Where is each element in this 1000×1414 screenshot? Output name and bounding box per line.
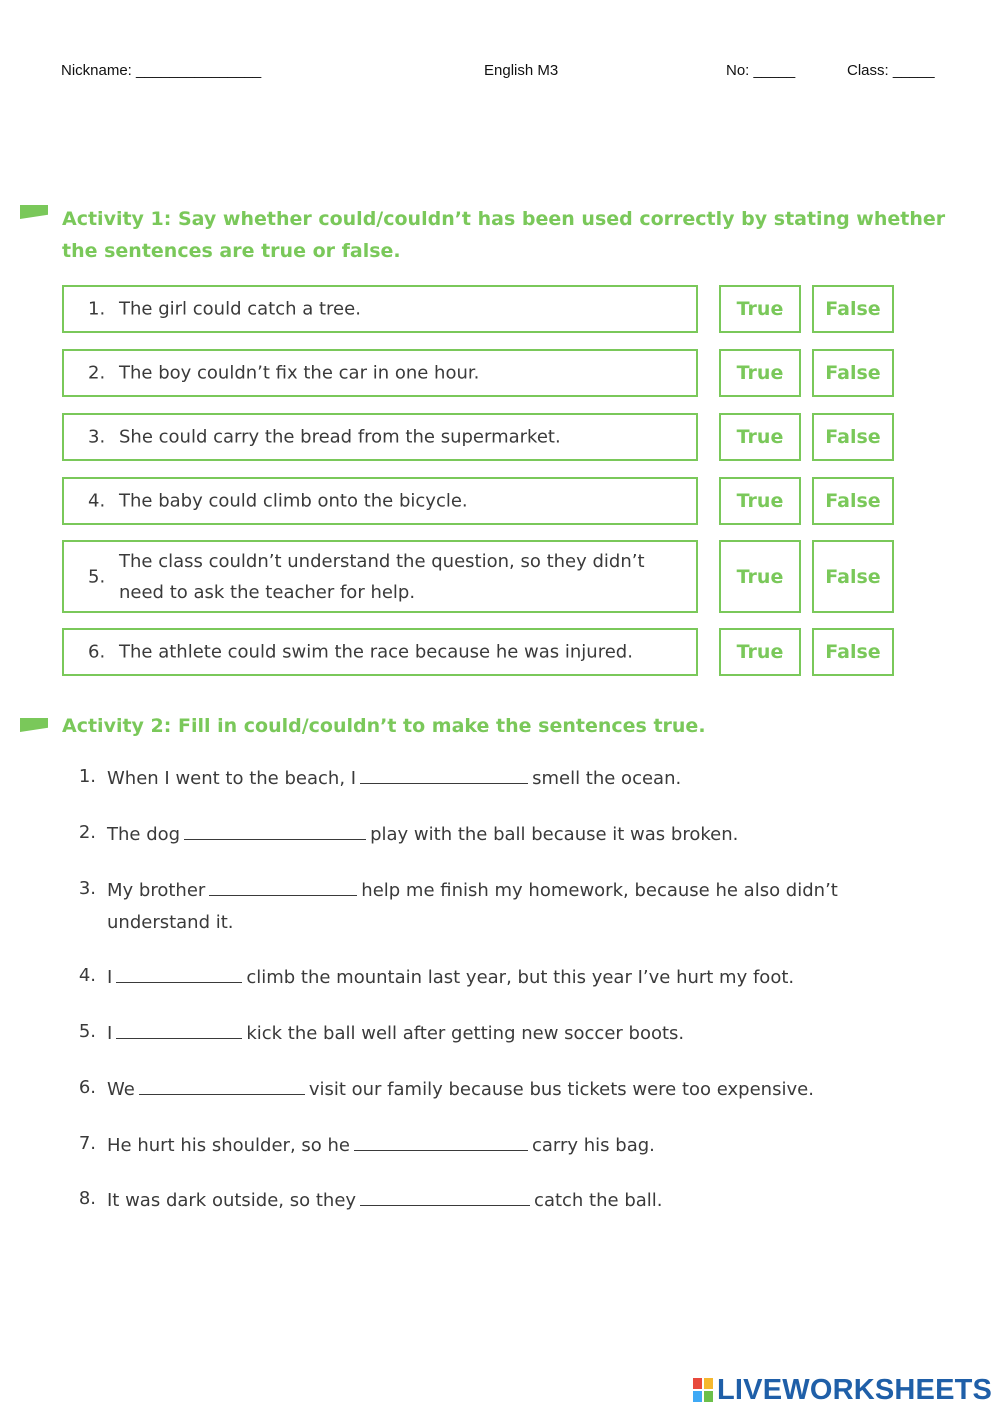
fill-text-before: When I went to the beach, I	[107, 768, 357, 789]
answer-blank[interactable]	[360, 761, 528, 784]
fill-text-after: play with the ball because it was broken.	[370, 824, 739, 845]
statement-number: 2.	[88, 362, 106, 384]
fill-number: 2.	[78, 822, 96, 843]
fill-body	[107, 1072, 934, 1106]
statement-box	[62, 285, 698, 333]
fill-text-before: It was dark outside, so they	[107, 1190, 357, 1211]
fill-number: 3.	[78, 878, 96, 899]
fill-text-after: help me finish my homework, because he also didn’t understand it.	[107, 880, 838, 933]
activity1-title: Activity 1: Say whether could/couldn’t has been used correctly by stating whether the sentences are true or false.	[62, 208, 946, 262]
true-button[interactable]: True	[719, 477, 801, 525]
statement-box	[62, 349, 698, 397]
fill-text-before: We	[107, 1079, 135, 1100]
fill-text-before: I	[107, 1023, 113, 1044]
number-field: No: _____	[726, 62, 796, 79]
fill-text-after: carry his bag.	[531, 1135, 655, 1156]
activity2-title: Activity 2: Fill in could/couldn’t to make the sentences true.	[62, 715, 706, 737]
statement-text: The boy couldn’t fix the car in one hour.	[119, 362, 480, 384]
fill-text-before: The dog	[107, 824, 181, 845]
fill-body	[107, 1016, 934, 1050]
false-button[interactable]: False	[812, 628, 894, 676]
answer-blank[interactable]	[116, 960, 242, 983]
fill-text-before: My brother	[107, 880, 206, 901]
logo-text: LIVEWORKSHEETS	[717, 1373, 993, 1406]
fill-number: 8.	[78, 1188, 96, 1209]
statement-box	[62, 413, 698, 461]
class-field: Class: _____	[847, 62, 935, 79]
fill-number: 1.	[78, 766, 96, 787]
fill-number: 7.	[78, 1133, 96, 1154]
statement-number: 4.	[88, 490, 106, 512]
statement-box	[62, 540, 698, 613]
statement-number: 5.	[88, 566, 106, 587]
answer-blank[interactable]	[209, 873, 357, 896]
fill-text-after: kick the ball well after getting new soccer boots.	[246, 1023, 685, 1044]
true-button[interactable]: True	[719, 628, 801, 676]
statement-box	[62, 477, 698, 525]
statement-box	[62, 628, 698, 676]
fill-text-after: smell the ocean.	[532, 768, 682, 789]
logo-grid-icon	[693, 1378, 713, 1402]
answer-blank[interactable]	[139, 1072, 305, 1095]
fill-text-after: visit our family because bus tickets were too expensive.	[308, 1079, 814, 1100]
statement-number: 6.	[88, 641, 106, 663]
statement-text: She could carry the bread from the supermarket.	[119, 426, 561, 448]
subject-label: English M3	[484, 62, 559, 79]
true-button[interactable]: True	[719, 285, 801, 333]
nickname-field: Nickname: _______________	[61, 62, 262, 79]
false-button[interactable]: False	[812, 477, 894, 525]
false-button[interactable]: False	[812, 540, 894, 613]
fill-body	[107, 761, 934, 795]
answer-blank[interactable]	[354, 1128, 528, 1151]
fill-body	[107, 1183, 934, 1217]
fill-body	[107, 960, 934, 994]
statement-number: 1.	[88, 298, 106, 320]
statement-text: The baby could climb onto the bicycle.	[119, 490, 468, 512]
false-button[interactable]: False	[812, 413, 894, 461]
statement-number: 3.	[88, 426, 106, 448]
fill-number: 5.	[78, 1021, 96, 1042]
true-button[interactable]: True	[719, 540, 801, 613]
statement-text: The class couldn’t understand the question, so they didn’t need to ask the teacher for help.	[119, 550, 645, 603]
fill-text-before: He hurt his shoulder, so he	[107, 1135, 350, 1156]
fill-body	[107, 873, 934, 939]
true-button[interactable]: True	[719, 413, 801, 461]
answer-blank[interactable]	[360, 1183, 530, 1206]
fill-text-after: climb the mountain last year, but this year I’ve hurt my foot.	[246, 967, 795, 988]
statement-text: The girl could catch a tree.	[119, 298, 361, 320]
activity1-flag-icon	[20, 205, 48, 219]
answer-blank[interactable]	[184, 817, 366, 840]
fill-text-before: I	[107, 967, 113, 988]
fill-text-after: catch the ball.	[534, 1190, 663, 1211]
activity2-flag-icon	[20, 718, 48, 732]
answer-blank[interactable]	[116, 1016, 242, 1039]
true-button[interactable]: True	[719, 349, 801, 397]
fill-body	[107, 1128, 934, 1162]
false-button[interactable]: False	[812, 349, 894, 397]
fill-number: 4.	[78, 965, 96, 986]
liveworksheets-logo	[693, 1374, 992, 1406]
fill-number: 6.	[78, 1077, 96, 1098]
statement-text: The athlete could swim the race because he was injured.	[119, 641, 633, 663]
false-button[interactable]: False	[812, 285, 894, 333]
fill-body	[107, 817, 934, 851]
